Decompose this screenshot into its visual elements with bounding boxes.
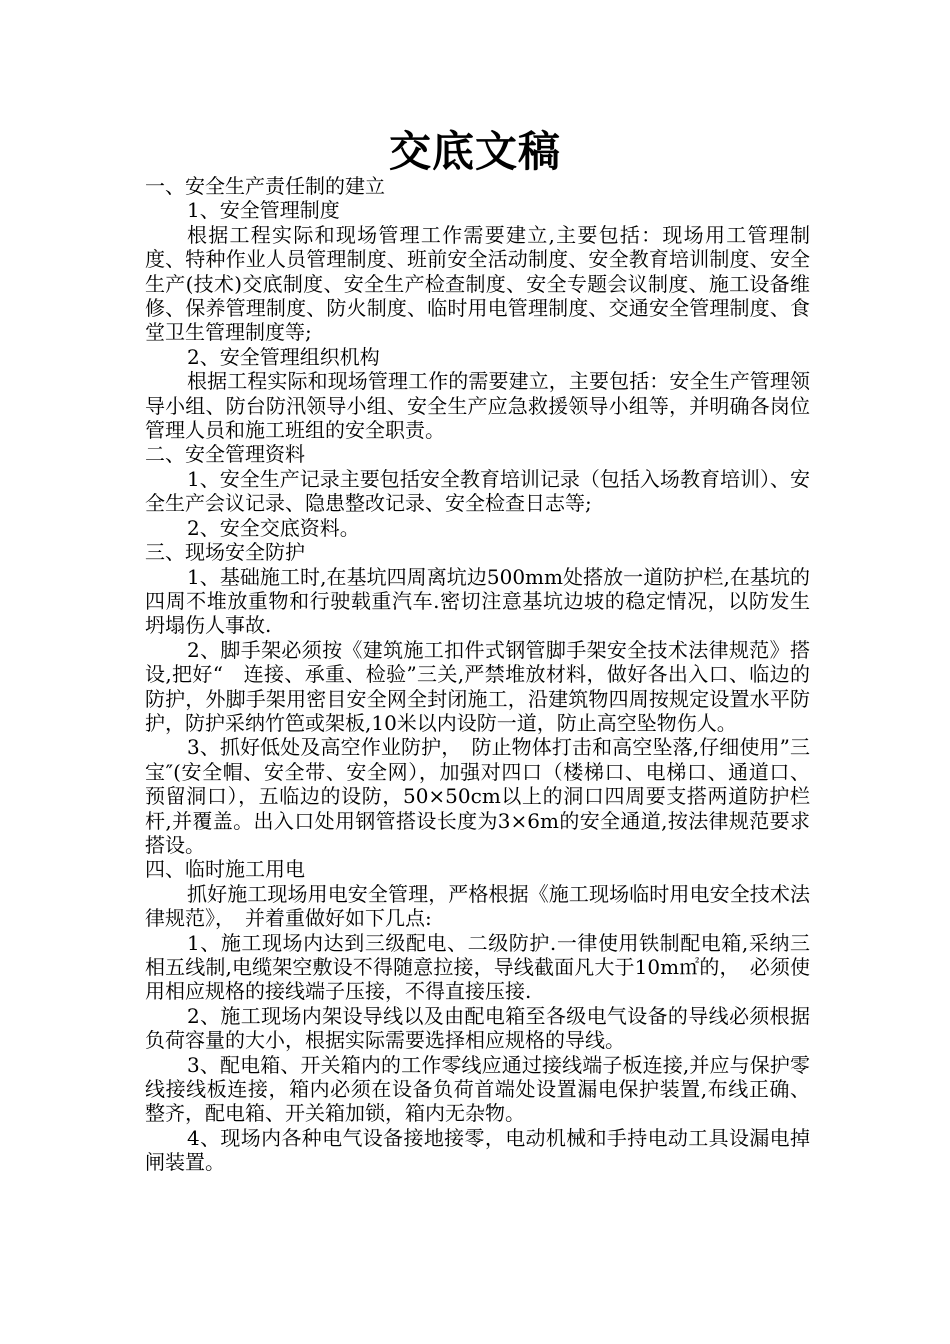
body-paragraph: 3、抓好低处及高空作业防护， 防止物体打击和高空坠落,仔细使用”三宝″(安全帽、安全带、安全网），加强对四口（楼梯口、电梯口、通道口、预留洞口），五临边的设防，50×50cm以上的洞口四周要支搭两道防护栏杆,并覆盖。出入口处用钢管搭设长度为3×6m的安全通道,按法律规范要求搭设。 xyxy=(145,735,810,857)
subsection-heading: 1、安全管理制度 xyxy=(187,198,340,223)
section-heading: 二、安全管理资料 xyxy=(145,442,305,467)
body-paragraph: 1、施工现场内达到三级配电、二级防护.一律使用铁制配电箱,采纳三相五线制,电缆架空敷设不得随意拉接，导线截面凡大于10m㎡的， 必须使用相应规格的接线端子压接，不得直接压接. xyxy=(145,930,810,1004)
body-paragraph: 2、脚手架必须按《建筑施工扣件式钢管脚手架安全技术法律规范》搭设,把好“ 连接、承重、检验”三关,严禁堆放材料，做好各出入口、临边的防护，外脚手架用密目安全网全封闭施工，沿建筑物四周按规定设置水平防护，防护采纳竹笆或架板,10米以内设防一道，防止高空坠物伤人。 xyxy=(145,637,810,735)
body-paragraph: 1、基础施工时,在基坑四周离坑边500mm处搭放一道防护栏,在基坑的四周不堆放重物和行驶载重汽车.密切注意基坑边坡的稳定情况，以防发生坍塌伤人事故. xyxy=(145,564,810,638)
body-paragraph: 根据工程实际和现场管理工作需要建立,主要包括：现场用工管理制度、特种作业人员管理制度、班前安全活动制度、安全教育培训制度、安全生产(技术)交底制度、安全生产检查制度、安全专题会议制度、施工设备维修、保养管理制度、防火制度、临时用电管理制度、交通安全管理制度、食堂卫生管理制度等; xyxy=(145,222,810,345)
body-paragraph: 1、安全生产记录主要包括安全教育培训记录（包括入场教育培训）、安全生产会议记录、隐患整改记录、安全检查日志等; xyxy=(145,466,810,516)
document-title: 交底文稿 xyxy=(388,127,561,176)
document-body xyxy=(145,174,810,1175)
subsection-heading: 2、安全管理组织机构 xyxy=(187,344,380,369)
body-paragraph: 2、安全交底资料。 xyxy=(187,515,360,540)
body-paragraph: 抓好施工现场用电安全管理，严格根据《施工现场临时用电安全技术法律规范》， 并着重做好如下几点: xyxy=(145,881,810,931)
body-paragraph: 4、现场内各种电气设备接地接零，电动机械和手持电动工具设漏电掉闸装置。 xyxy=(145,1125,810,1175)
section-heading: 三、现场安全防护 xyxy=(145,540,305,565)
body-paragraph: 根据工程实际和现场管理工作的需要建立，主要包括：安全生产管理领导小组、防台防汛领导小组、安全生产应急救援领导小组等，并明确各岗位管理人员和施工班组的安全职责。 xyxy=(145,369,810,443)
section-heading: 一、安全生产责任制的建立 xyxy=(145,174,385,198)
body-paragraph: 3、配电箱、开关箱内的工作零线应通过接线端子板连接,并应与保护零线接线板连接，箱内必须在设备负荷首端处设置漏电保护装置,布线正确、整齐，配电箱、开关箱加锁，箱内无杂物。 xyxy=(145,1052,810,1126)
body-paragraph: 2、施工现场内架设导线以及由配电箱至各级电气设备的导线必须根据负荷容量的大小，根据实际需要选择相应规格的导线。 xyxy=(145,1003,810,1053)
section-heading: 四、临时施工用电 xyxy=(145,857,305,882)
